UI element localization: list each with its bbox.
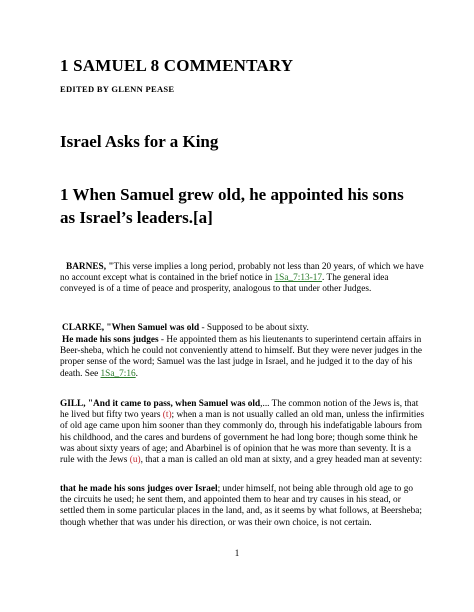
barnes-scripture-link[interactable]: 1Sa_7:13-17 [274, 273, 323, 284]
clarke-commentary-part2 [60, 335, 426, 380]
verse-heading: 1 When Samuel grew old, he appointed his sons as Israel’s leaders.[a] [60, 185, 404, 227]
section-heading: Israel Asks for a King [60, 132, 219, 151]
gill-commentary-part2 [60, 484, 426, 529]
gill-author: GILL, "And it came to pass, when Samuel was old [60, 399, 261, 409]
barnes-author: BARNES, " [66, 262, 114, 272]
gill-subheading: that he made his sons judges over Israel [60, 484, 218, 494]
document-title: 1 SAMUEL 8 COMMENTARY [60, 56, 294, 75]
clarke-text-end: . [135, 368, 138, 379]
barnes-commentary [60, 262, 426, 296]
clarke-author: CLARKE, "When Samuel was old [62, 323, 200, 333]
clarke-subheading: He made his sons judges [62, 335, 159, 345]
gill-text-end: , that a man is called an old man at sixty, and a grey headed man at seventy: [140, 455, 423, 466]
gill-text-part2: ; under himself, not being able through old age to go the circuits he used; he sent them, and appointed them to hear and try causes in his stead, or settled them in some particular places in the land, and, as it seems by what follows, at Beersheba; though whether that was under his direction, or was their own choice, is not certain. [60, 484, 422, 528]
clarke-scripture-link[interactable]: 1Sa_7:16 [100, 368, 136, 379]
page-number: 1 [234, 548, 240, 558]
barnes-text-continued: . The general idea conveyed is of a time of peace and prosperity, analogous to that under other Judges. [60, 273, 389, 295]
gill-text-continued: ; when a man is not usually called an old man, unless the infirmities of old age came upon him sooner than they commonly do, through his indefatigable labours from his childhood, and the cares and burdens of government he had long bore; though some think he was about sixty years of age; and Abarbinel is of opinion that he was more than seventy. It is a rule with the Jews [60, 410, 425, 466]
clarke-text-continued: - He appointed them as his lieutenants to superintend certain affairs in Beer-sheba, which he could not conveniently attend to himself. But they were never judges in the proper sense of the word; Samuel was the last judge in Israel, and he judged it to the day of his death. See [60, 335, 423, 379]
document-editor: EDITED BY GLENN PEASE [60, 84, 175, 94]
gill-text: ,... The common notion of the Jews is, that he lived but fifty two years [60, 399, 419, 421]
gill-footnote-u[interactable]: (u) [129, 455, 141, 466]
clarke-commentary [60, 323, 426, 334]
gill-commentary [60, 399, 426, 466]
gill-footnote-t[interactable]: (t) [162, 410, 172, 421]
clarke-text: - Supposed to be about sixty. [199, 323, 309, 333]
barnes-text: This verse implies a long period, probably not less than 20 years, of which we have no account except what is contained in the brief notice in [60, 262, 424, 284]
